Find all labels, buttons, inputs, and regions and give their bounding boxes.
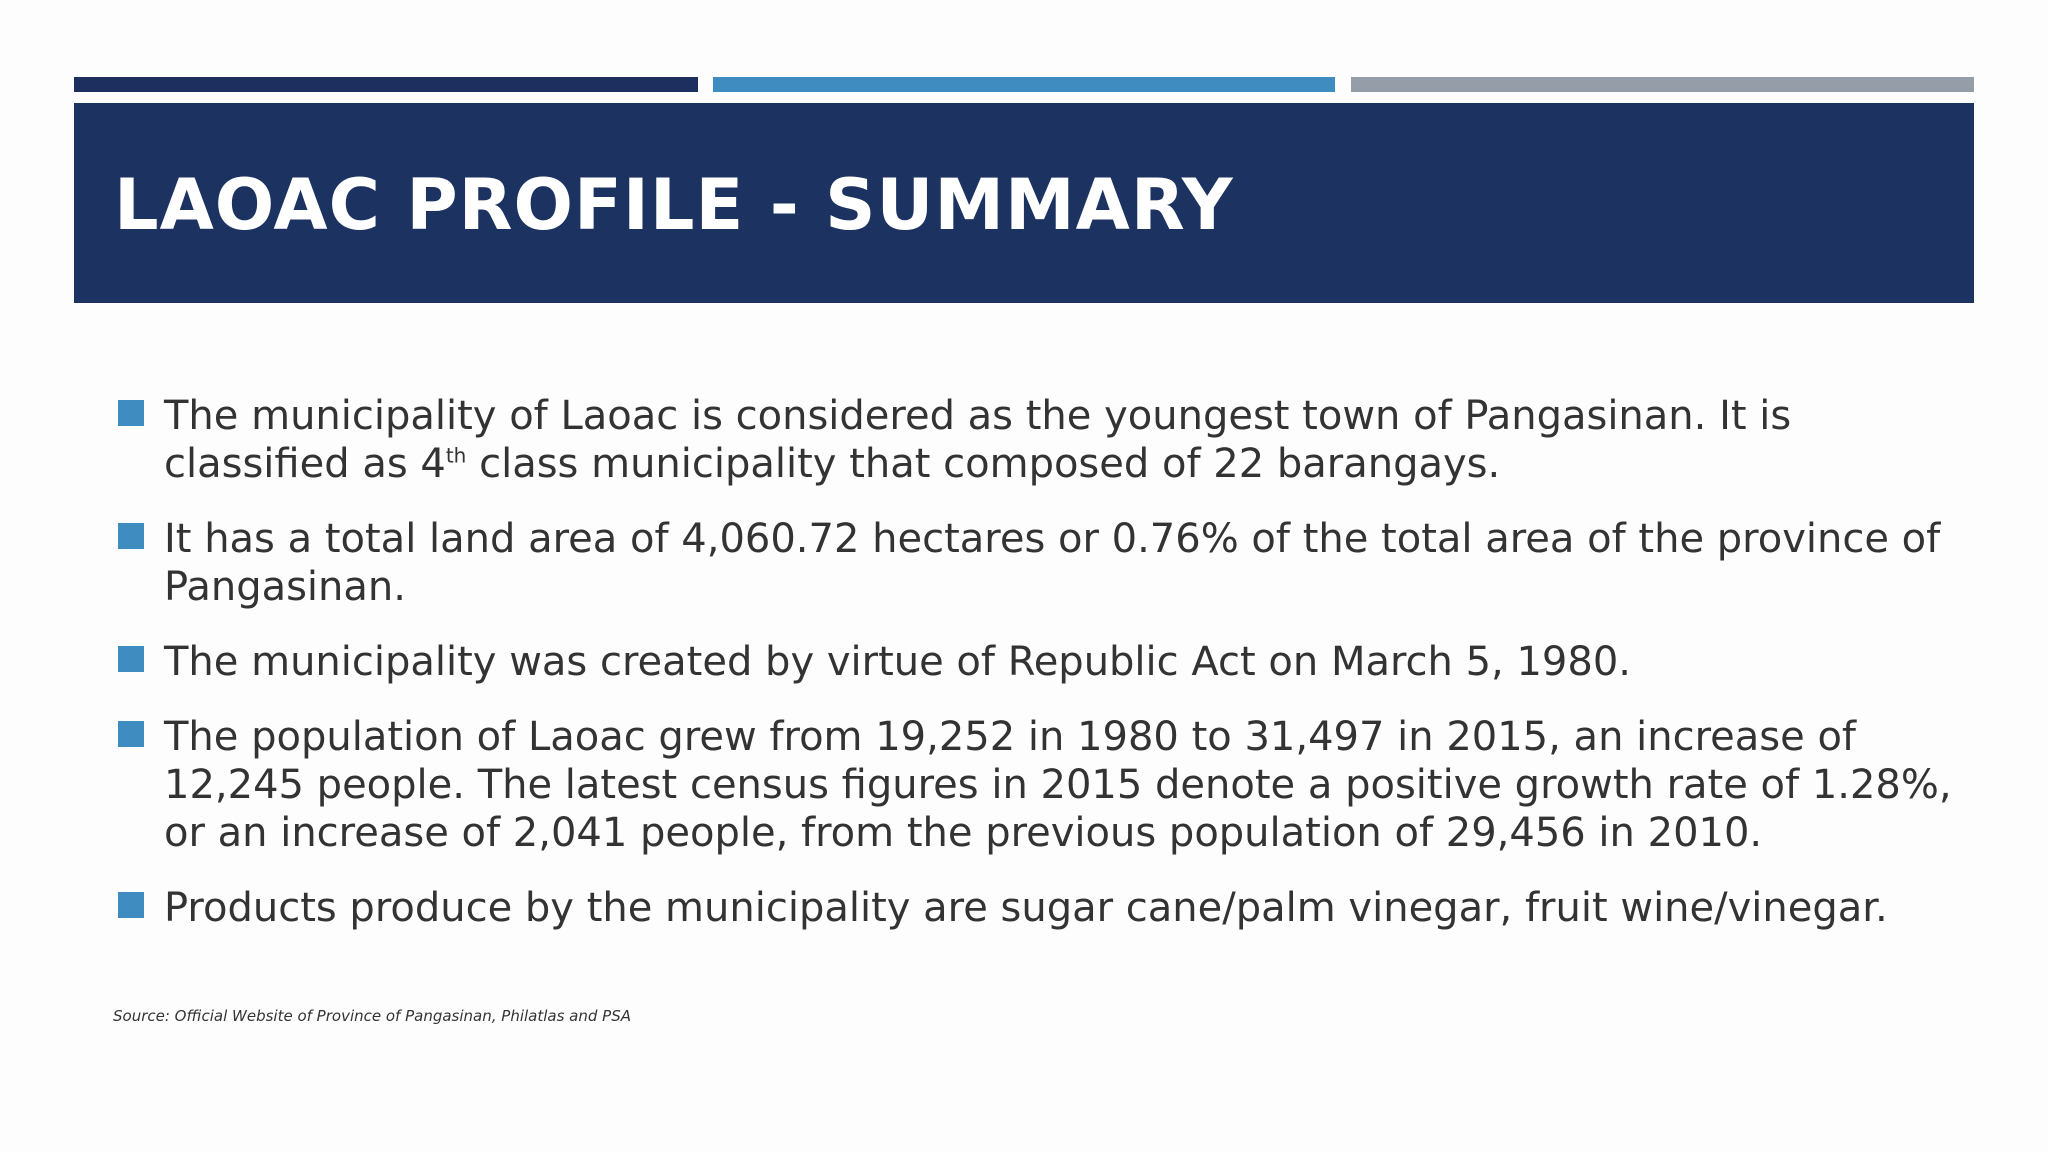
bullet-item-classification xyxy=(116,392,1976,488)
bullet-item-population xyxy=(116,713,1976,857)
square-bullet-icon xyxy=(118,646,144,672)
square-bullet-icon xyxy=(118,400,144,426)
bullet-item-products xyxy=(116,884,1976,932)
square-bullet-icon xyxy=(118,721,144,747)
accent-bar-dark-blue xyxy=(74,77,698,92)
title-band xyxy=(74,103,1974,303)
bullet-text: The municipality was created by virtue of Republic Act on March 5, 1980. xyxy=(164,639,1631,685)
slide-content xyxy=(116,392,1976,932)
bullet-text: Products produce by the municipality are sugar cane/palm vinegar, fruit wine/vinegar. xyxy=(164,885,1888,931)
bullet-list xyxy=(116,392,1976,932)
accent-bar-gray xyxy=(1351,77,1974,92)
bullet-item-creation xyxy=(116,638,1976,686)
ordinal-suffix: th xyxy=(445,443,467,468)
bullet-item-land-area xyxy=(116,515,1976,611)
slide-title: LAOAC PROFILE - SUMMARY xyxy=(114,164,1234,246)
bullet-text: The municipality of Laoac is considered as the youngest town of Pangasinan. It is classified as 4th class municipality that composed of 22 barangays. xyxy=(164,393,1792,487)
square-bullet-icon xyxy=(118,892,144,918)
bullet-text: It has a total land area of 4,060.72 hectares or 0.76% of the total area of the province of Pangasinan. xyxy=(164,516,1941,610)
accent-bar-light-blue xyxy=(713,77,1335,92)
source-citation: Source: Official Website of Province of Pangasinan, Philatlas and PSA xyxy=(113,1007,631,1025)
square-bullet-icon xyxy=(118,523,144,549)
bullet-text: The population of Laoac grew from 19,252 in 1980 to 31,497 in 2015, an increase of 12,245 people. The latest census figures in 2015 denote a positive growth rate of 1.28%, or an increase of 2,041 people, from the previous population of 29,456 in 2010. xyxy=(164,714,1952,856)
